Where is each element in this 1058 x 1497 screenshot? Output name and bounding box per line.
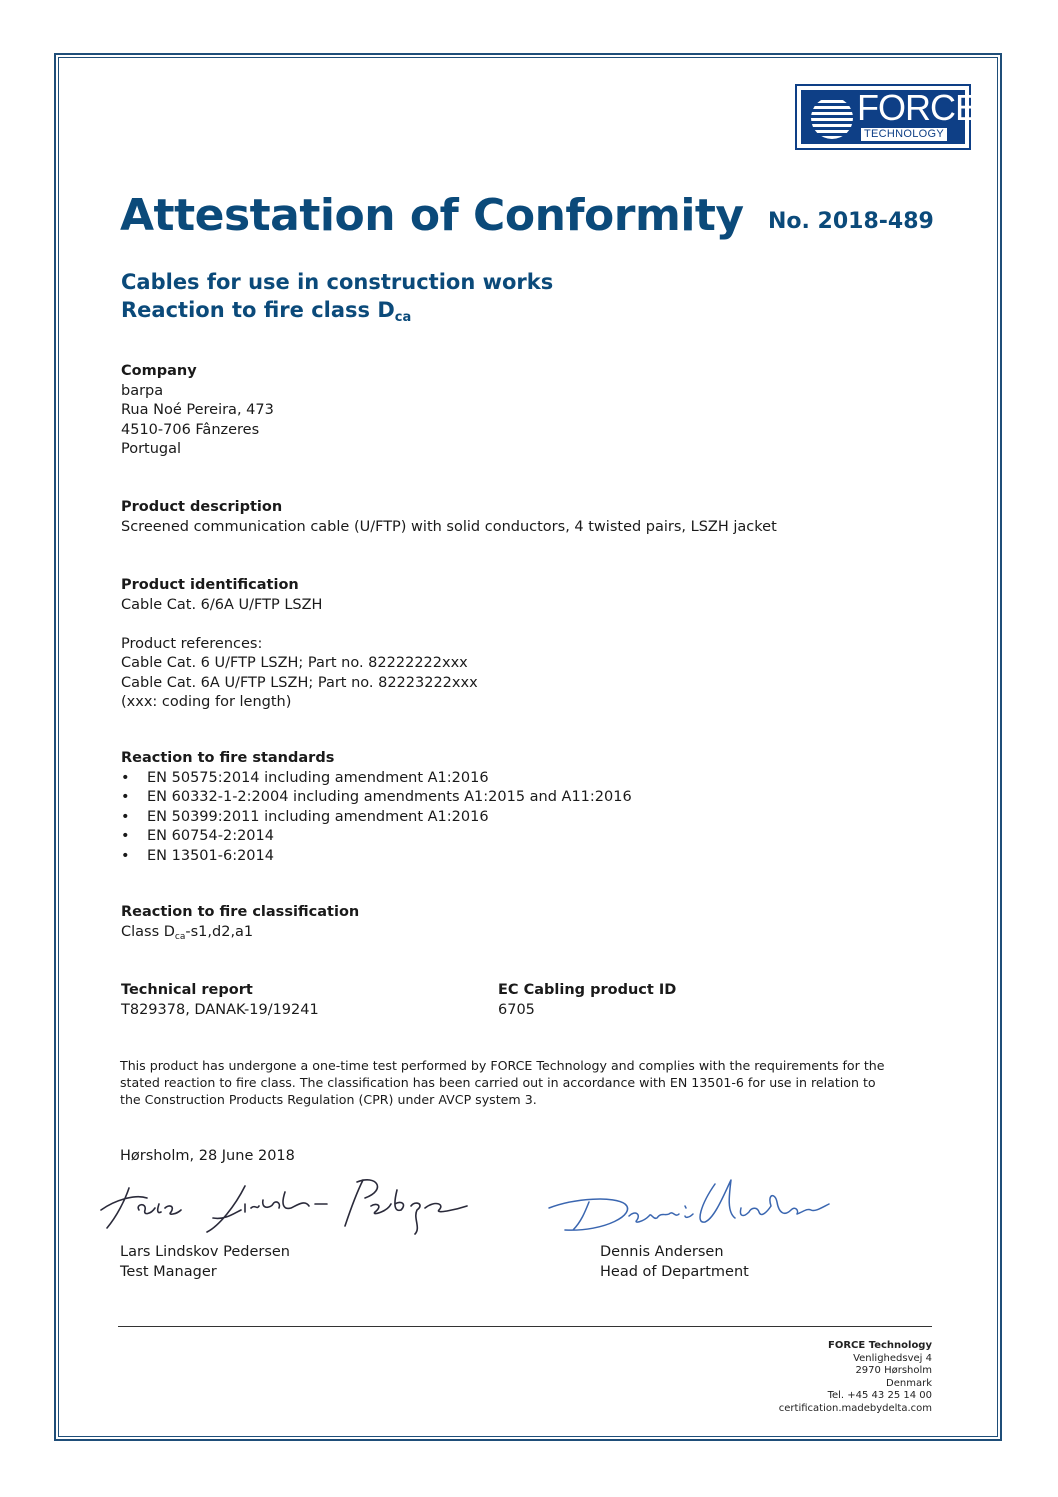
force-technology-logo <box>795 84 978 150</box>
product-reference: (xxx: coding for length) <box>121 694 292 710</box>
classification-value: Class $D_{ca}-s1,d2,a1$ <box>121 923 254 942</box>
product-description-heading: Product description <box>121 499 283 515</box>
subtitle-line-2: Reaction to fire class $D_{ca}$ <box>121 298 412 325</box>
logo-sub-text: TECHNOLOGY <box>861 128 947 141</box>
standards-list <box>121 769 632 867</box>
technical-report-section <box>121 981 319 1020</box>
standard-item: • EN 50399:2011 including amendment A1:2016 <box>121 808 632 828</box>
logo-globe-icon <box>809 94 855 142</box>
standards-heading: Reaction to fire standards <box>121 750 335 766</box>
product-reference: Cable Cat. 6A U/FTP LSZH; Part no. 82223222xxx <box>121 674 478 691</box>
technical-report-value: T829378, DANAK-19/19241 <box>121 1001 319 1018</box>
standard-item: • EN 60332-1-2:2004 including amendments A1:2015 and A11:2016 <box>121 788 632 808</box>
document-subtitle <box>121 268 553 332</box>
document-title: Attestation of Conformity <box>120 190 744 241</box>
signer-name: Dennis Andersen <box>600 1244 724 1260</box>
product-description-text: Screened communication cable (U/FTP) with solid conductors, 4 twisted pairs, LSZH jacket <box>121 518 777 535</box>
signature-dennis-andersen <box>545 1172 835 1242</box>
footer-company: FORCE Technology <box>828 1340 932 1351</box>
company-section <box>121 362 274 460</box>
company-heading: Company <box>121 363 197 379</box>
ec-id-value: 6705 <box>498 1001 535 1018</box>
logo-brand-text: FORCE <box>857 87 978 128</box>
subtitle-line-1: Cables for use in construction works <box>121 270 554 294</box>
product-identification-heading: Product identification <box>121 577 299 593</box>
standard-item: • EN 60754-2:2014 <box>121 827 632 847</box>
standard-item: • EN 50575:2014 including amendment A1:2016 <box>121 769 632 789</box>
product-identification-section <box>121 576 478 713</box>
place-date: Hørsholm, 28 June 2018 <box>120 1148 295 1164</box>
product-description-section <box>121 498 777 537</box>
standards-section <box>121 749 632 866</box>
document-number: No. 2018-489 <box>768 209 934 234</box>
signer-name: Lars Lindskov Pedersen <box>120 1244 290 1260</box>
footer-line: Denmark <box>886 1377 932 1389</box>
footer-line: 2970 Hørsholm <box>855 1365 932 1376</box>
product-reference: Cable Cat. 6 U/FTP LSZH; Part no. 82222222xxx <box>121 655 468 671</box>
footer-line: Tel. +45 43 25 14 00 <box>827 1390 932 1401</box>
company-line: 4510-706 Fânzeres <box>121 421 260 438</box>
classification-heading: Reaction to fire classification <box>121 904 360 920</box>
product-name: Cable Cat. 6/6A U/FTP LSZH <box>121 596 323 613</box>
signer-1 <box>120 1242 290 1282</box>
conformity-statement: This product has undergone a one-time test performed by FORCE Technology and complies with the requirements for the stated reaction to fire class. The classification has been carried out in accordance with EN 13501-6 for use in relation to the Construction Products Regulation (CPR) under AVCP system 3. <box>120 1058 885 1107</box>
ec-id-section <box>498 981 676 1020</box>
footer-line: certification.madebydelta.com <box>778 1402 932 1414</box>
signer-title: Head of Department <box>600 1264 749 1280</box>
technical-report-heading: Technical report <box>121 982 253 998</box>
footer-line: Venlighedsvej 4 <box>853 1352 932 1364</box>
classification-section <box>121 903 359 947</box>
signature-lars-lindskov-pedersen <box>95 1170 475 1240</box>
signer-title: Test Manager <box>120 1264 217 1280</box>
footer-address <box>779 1340 932 1415</box>
standard-item: • EN 13501-6:2014 <box>121 847 632 867</box>
company-line: barpa <box>121 382 164 399</box>
company-line: Rua Noé Pereira, 473 <box>121 402 274 418</box>
signer-2 <box>600 1242 749 1282</box>
footer-divider <box>118 1326 932 1327</box>
product-references-heading: Product references: <box>121 635 263 652</box>
ec-id-heading: EC Cabling product ID <box>498 982 677 998</box>
company-line: Portugal <box>121 441 182 457</box>
